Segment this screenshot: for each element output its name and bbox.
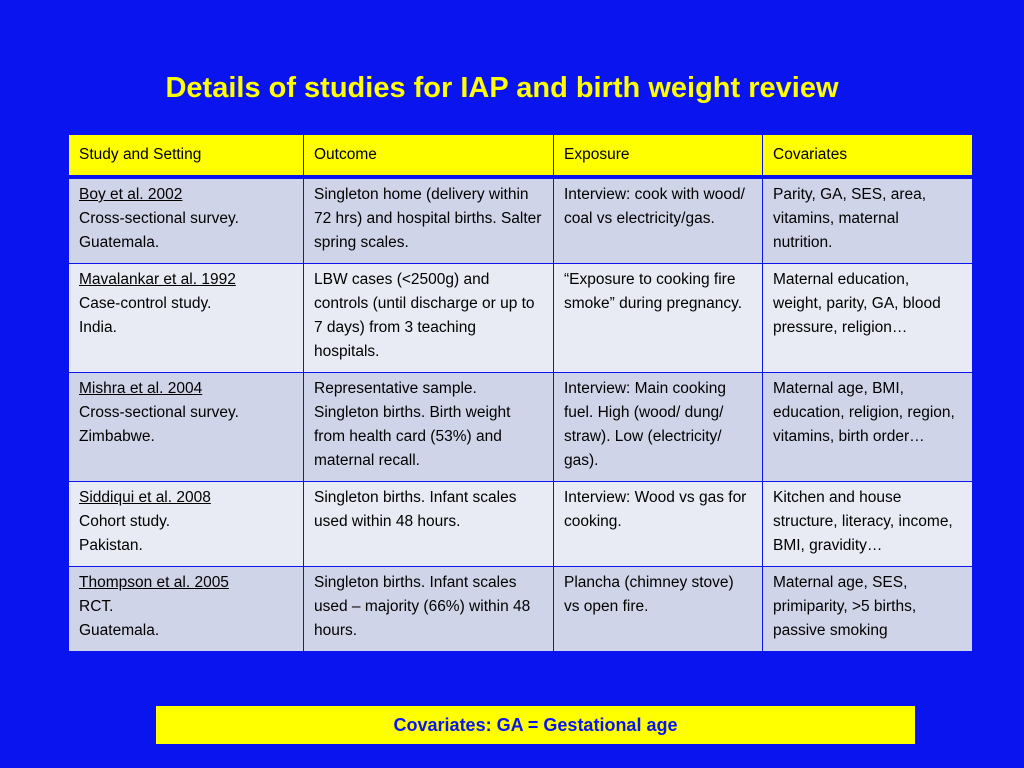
outcome-cell: Representative sample. Singleton births. Birth weight from health card (53%) and maternal recall. bbox=[304, 373, 554, 482]
exposure-cell: Plancha (chimney stove) vs open fire. bbox=[554, 567, 763, 652]
exposure-cell: “Exposure to cooking fire smoke” during pregnancy. bbox=[554, 264, 763, 373]
study-country: Zimbabwe. bbox=[79, 428, 155, 445]
study-design: Cross-sectional survey. bbox=[79, 404, 239, 421]
header-study-and-setting: Study and Setting bbox=[69, 135, 304, 178]
table-row bbox=[69, 567, 973, 652]
header-covariates: Covariates bbox=[763, 135, 973, 178]
table-row bbox=[69, 177, 973, 264]
study-setting-cell bbox=[69, 482, 304, 567]
outcome-cell: LBW cases (<2500g) and controls (until discharge or up to 7 days) from 3 teaching hospitals. bbox=[304, 264, 554, 373]
study-reference-link[interactable]: Siddiqui et al. 2008 bbox=[79, 489, 211, 506]
header-outcome: Outcome bbox=[304, 135, 554, 178]
table-header-row bbox=[69, 135, 973, 178]
table-row bbox=[69, 482, 973, 567]
study-country: India. bbox=[79, 319, 117, 336]
exposure-cell: Interview: cook with wood/ coal vs electricity/gas. bbox=[554, 177, 763, 264]
table-row bbox=[69, 264, 973, 373]
study-country: Guatemala. bbox=[79, 622, 160, 639]
study-reference-link[interactable]: Thompson et al. 2005 bbox=[79, 574, 229, 591]
study-reference-link[interactable]: Boy et al. 2002 bbox=[79, 186, 183, 203]
covariates-cell: Maternal age, BMI, education, religion, region, vitamins, birth order… bbox=[763, 373, 973, 482]
study-reference-link[interactable]: Mavalankar et al. 1992 bbox=[79, 271, 236, 288]
study-country: Pakistan. bbox=[79, 537, 143, 554]
outcome-cell: Singleton home (delivery within 72 hrs) and hospital births. Salter spring scales. bbox=[304, 177, 554, 264]
covariates-cell: Parity, GA, SES, area, vitamins, maternal nutrition. bbox=[763, 177, 973, 264]
exposure-cell: Interview: Main cooking fuel. High (wood/ dung/ straw). Low (electricity/ gas). bbox=[554, 373, 763, 482]
study-setting-cell bbox=[69, 567, 304, 652]
study-design: Cross-sectional survey. bbox=[79, 210, 239, 227]
study-reference-link[interactable]: Mishra et al. 2004 bbox=[79, 380, 203, 397]
covariates-cell: Kitchen and house structure, literacy, income, BMI, gravidity… bbox=[763, 482, 973, 567]
covariates-cell: Maternal age, SES, primiparity, >5 births, passive smoking bbox=[763, 567, 973, 652]
exposure-cell: Interview: Wood vs gas for cooking. bbox=[554, 482, 763, 567]
study-design: RCT. bbox=[79, 598, 114, 615]
study-setting-cell bbox=[69, 373, 304, 482]
footnote-banner: Covariates: GA = Gestational age bbox=[156, 706, 915, 744]
studies-table bbox=[68, 134, 973, 652]
study-setting-cell bbox=[69, 264, 304, 373]
header-exposure: Exposure bbox=[554, 135, 763, 178]
study-design: Case-control study. bbox=[79, 295, 212, 312]
page-title: Details of studies for IAP and birth weight review bbox=[165, 72, 839, 104]
outcome-cell: Singleton births. Infant scales used – majority (66%) within 48 hours. bbox=[304, 567, 554, 652]
study-country: Guatemala. bbox=[79, 234, 160, 251]
study-design: Cohort study. bbox=[79, 513, 171, 530]
outcome-cell: Singleton births. Infant scales used within 48 hours. bbox=[304, 482, 554, 567]
study-setting-cell bbox=[69, 177, 304, 264]
table-row bbox=[69, 373, 973, 482]
covariates-cell: Maternal education, weight, parity, GA, blood pressure, religion… bbox=[763, 264, 973, 373]
